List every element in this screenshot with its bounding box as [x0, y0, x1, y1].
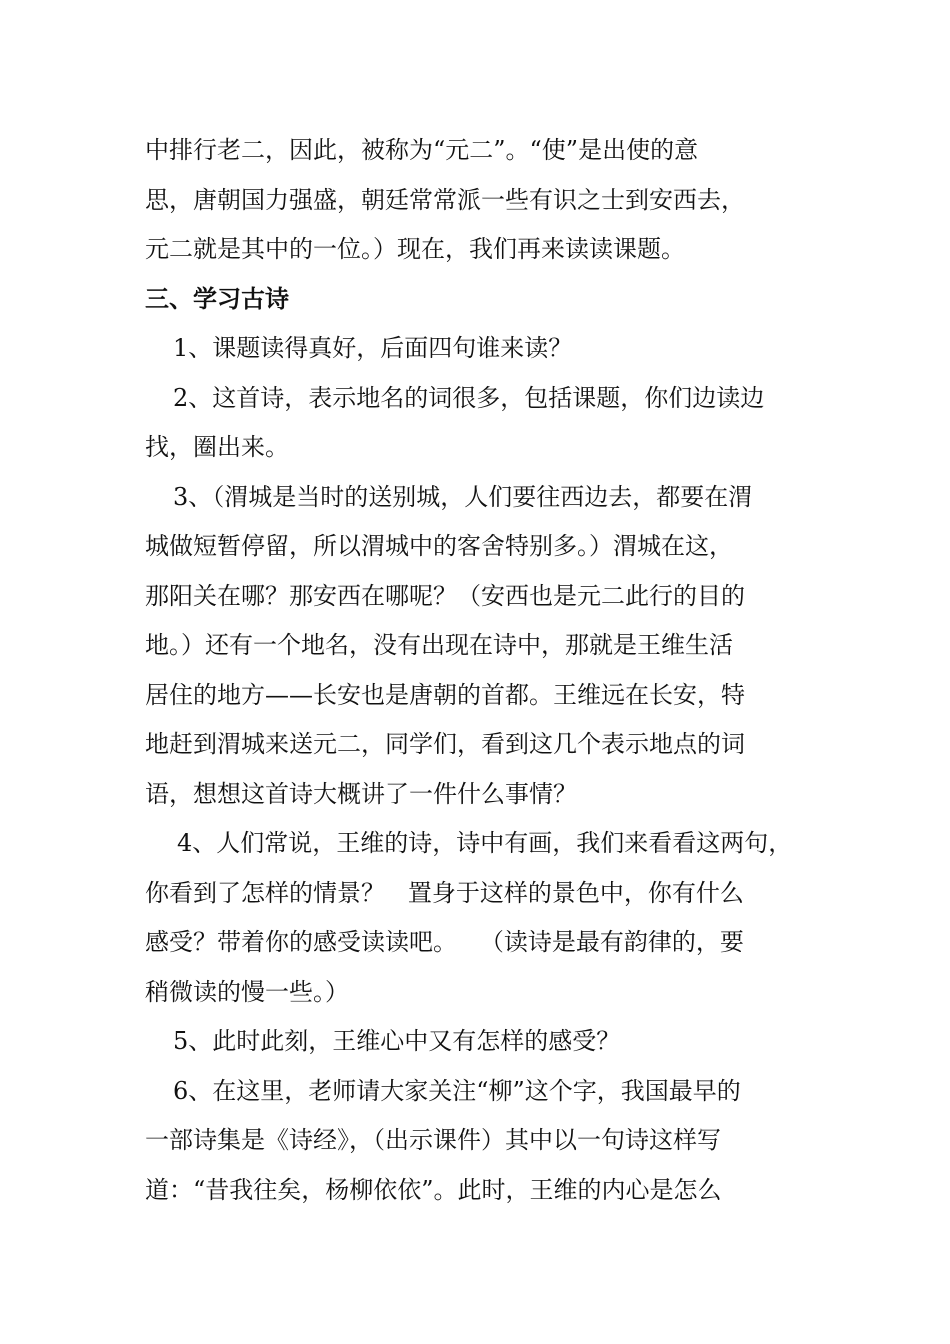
item-4-line: 4、人们常说，王维的诗，诗中有画，我们来看看这两句，	[177, 829, 793, 857]
item-3-line: 城做短暂停留，所以渭城中的客舍特别多。）渭城在这，	[145, 532, 733, 560]
item-1-line: 1、课题读得真好，后面四句谁来读？	[173, 334, 573, 362]
section-heading: 三、学习古诗	[145, 284, 289, 313]
item-3-line: 3、（渭城是当时的送别城，人们要往西边去，都要在渭	[173, 482, 753, 511]
item-3-line: 地。）还有一个地名，没有出现在诗中，那就是王维生活	[145, 631, 733, 659]
item-3-line: 那阳关在哪？那安西在哪呢？（安西也是元二此行的目的	[145, 581, 745, 610]
intro-line: 元二就是其中的一位。）现在，我们再来读读课题。	[145, 235, 685, 263]
item-2-line: 找，圈出来。	[145, 433, 289, 461]
item-4-line: 感受？带着你的感受读读吧。 （读诗是最有韵律的，要	[145, 928, 744, 956]
item-6-line: 一部诗集是《诗经》，（出示课件）其中以一句诗这样写	[145, 1126, 721, 1154]
item-6-line: 6、在这里，老师请大家关注“柳”这个字，我国最早的	[173, 1076, 741, 1105]
document-body	[145, 126, 815, 1215]
item-6-line: 道：“昔我往矣，杨柳依依”。此时，王维的内心是怎么	[145, 1175, 722, 1204]
item-5-line: 5、此时此刻，王维心中又有怎样的感受？	[173, 1027, 621, 1055]
item-4-line: 稍微读的慢一些。）	[145, 977, 349, 1006]
item-3-line: 地赶到渭城来送元二，同学们，看到这几个表示地点的词	[145, 730, 745, 758]
item-4-line: 你看到了怎样的情景？ 置身于这样的景色中，你有什么	[145, 878, 744, 907]
intro-line: 中排行老二，因此，被称为“元二”。“使”是出使的意	[145, 136, 699, 164]
item-3-line: 居住的地方——长安也是唐朝的首都。王维远在长安，特	[145, 680, 745, 709]
item-3-line: 语，想想这首诗大概讲了一件什么事情？	[145, 779, 577, 808]
intro-line: 思，唐朝国力强盛，朝廷常常派一些有识之士到安西去，	[145, 185, 745, 214]
item-2-line: 2、这首诗，表示地名的词很多，包括课题，你们边读边	[173, 383, 765, 412]
